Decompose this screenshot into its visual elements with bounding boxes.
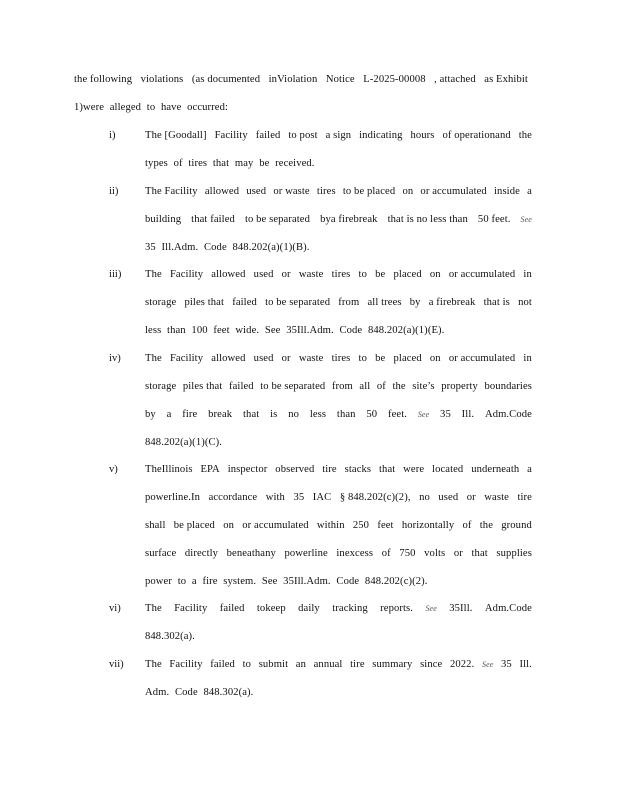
word: the: [392, 381, 406, 392]
word: , attached: [434, 74, 476, 85]
word: tires: [316, 186, 336, 197]
word: The: [145, 269, 162, 280]
word: by: [145, 409, 156, 420]
citation-signal: See: [481, 660, 494, 669]
violation-number: i): [109, 130, 116, 141]
word: on: [223, 520, 235, 531]
word: Facility: [169, 269, 204, 280]
violation-number: v): [109, 464, 118, 475]
word: since: [420, 659, 443, 670]
violation-number: iii): [109, 269, 122, 280]
word: of operationand: [442, 130, 511, 141]
word: building: [145, 214, 182, 225]
word: allowed: [211, 269, 246, 280]
word: used: [253, 269, 274, 280]
word: 250: [352, 520, 370, 531]
citation-signal: See: [425, 604, 437, 613]
word: Facility: [214, 130, 248, 141]
word: Ill.: [461, 409, 475, 420]
violation-line: [145, 658, 532, 672]
word: than: [336, 409, 356, 420]
word: from: [338, 297, 360, 308]
word: Ill.: [519, 659, 532, 670]
word: placed: [393, 353, 422, 364]
word: allowed: [211, 353, 246, 364]
word: failed: [228, 381, 254, 392]
word: a: [527, 186, 532, 197]
word: that is no less than: [387, 214, 468, 225]
word: by: [409, 297, 421, 308]
word: or: [466, 492, 476, 503]
word: inspector: [227, 464, 268, 475]
violation-number: ii): [109, 186, 119, 197]
word: tire: [517, 492, 532, 503]
word: Facility: [169, 353, 204, 364]
word: inexcess: [336, 548, 374, 559]
word: failed: [219, 603, 245, 614]
word: The: [145, 603, 162, 614]
word: shall: [145, 520, 166, 531]
violation-line: 35 Ill.Adm. Code 848.202(a)(1)(B).: [145, 242, 310, 253]
word: not: [518, 297, 532, 308]
word: all trees: [367, 297, 402, 308]
word: the: [479, 520, 494, 531]
violation-number: vii): [109, 659, 124, 670]
word: waste: [484, 492, 509, 503]
word: no: [419, 492, 430, 503]
word: no: [288, 409, 299, 420]
word: inside: [494, 186, 520, 197]
violation-line: less than 100 feet wide. See 35Ill.Adm. Code 848.202(a)(1)(E).: [145, 325, 445, 336]
word: 750: [399, 548, 416, 559]
word: used: [253, 353, 274, 364]
word: were: [403, 464, 425, 475]
word: Facility: [169, 659, 203, 670]
violation-line: [145, 602, 532, 616]
word: accordance: [208, 492, 258, 503]
word: supplies: [496, 548, 532, 559]
word: to be separated: [260, 381, 326, 392]
word: in: [523, 269, 532, 280]
word: waste: [298, 353, 324, 364]
word: the following: [74, 74, 133, 85]
word: a: [527, 464, 532, 475]
violation-line: [145, 296, 532, 310]
word: allowed: [204, 186, 240, 197]
word: tires: [331, 269, 351, 280]
word: less: [309, 409, 327, 420]
word: 2022.: [449, 659, 475, 670]
word: that: [471, 548, 488, 559]
word: failed: [232, 297, 257, 308]
word: summary: [372, 659, 413, 670]
word: the: [518, 130, 532, 141]
word: to post: [288, 130, 318, 141]
violation-line: [145, 213, 532, 227]
word: located: [432, 464, 464, 475]
word: directly: [184, 548, 219, 559]
word: be: [375, 269, 386, 280]
word: property: [441, 381, 478, 392]
word: used: [438, 492, 459, 503]
word: powerline.In: [145, 492, 201, 503]
intro-line-2: 1)were alleged to have occurred:: [74, 102, 229, 113]
word: TheIllinois: [145, 464, 193, 475]
word: a: [166, 409, 172, 420]
violation-line: [145, 463, 532, 477]
word: is: [270, 409, 278, 420]
word: be placed: [173, 520, 215, 531]
violation-line: types of tires that may be received.: [145, 158, 315, 169]
word: feet.: [387, 409, 408, 420]
word: observed: [275, 464, 315, 475]
word: failed: [210, 659, 235, 670]
violation-number: vi): [109, 603, 121, 614]
word: tokeep: [256, 603, 286, 614]
word: The Facility: [145, 186, 198, 197]
word: on: [429, 269, 441, 280]
word: or waste: [273, 186, 310, 197]
word: used: [246, 186, 267, 197]
word: fire: [182, 409, 198, 420]
word: to be placed: [342, 186, 396, 197]
word: or accumulated: [420, 186, 487, 197]
word: tires: [331, 353, 351, 364]
word: a sign: [325, 130, 352, 141]
word: 50 feet.: [477, 214, 511, 225]
word: or accumulated: [242, 520, 309, 531]
word: indicating: [359, 130, 403, 141]
word: on: [402, 186, 414, 197]
word: boundaries: [484, 381, 532, 392]
word: of: [381, 548, 391, 559]
word: annual: [313, 659, 343, 670]
word: storage: [145, 381, 177, 392]
word: powerline: [284, 548, 328, 559]
word: to: [358, 269, 367, 280]
violation-line: [145, 352, 532, 366]
word: tracking: [332, 603, 368, 614]
word: placed: [393, 269, 422, 280]
word: in: [523, 353, 532, 364]
word: reports.: [380, 603, 414, 614]
violation-line: [145, 408, 532, 422]
word: that: [379, 464, 396, 475]
word: piles that: [184, 297, 225, 308]
word: Notice: [325, 74, 355, 85]
word: break: [208, 409, 233, 420]
violation-number: iv): [109, 353, 121, 364]
word: waste: [298, 269, 324, 280]
word: § 848.202(c)(2),: [339, 492, 411, 503]
violation-line: [145, 380, 532, 394]
word: The: [145, 353, 162, 364]
word: Adm.Code: [484, 409, 532, 420]
word: hours: [410, 130, 435, 141]
word: stacks: [344, 464, 372, 475]
word: violations: [140, 74, 184, 85]
word: or: [281, 353, 291, 364]
violation-line: [145, 268, 532, 282]
word: volts: [424, 548, 446, 559]
word: 35Ill.: [449, 603, 473, 614]
word: submit: [258, 659, 289, 670]
violation-line: [145, 491, 532, 505]
word: Facility: [174, 603, 208, 614]
word: or accumulated: [448, 353, 516, 364]
word: to be separated: [265, 297, 331, 308]
word: on: [429, 353, 441, 364]
violation-line: power to a fire system. See 35Ill.Adm. Code 848.202(c)(2).: [145, 576, 428, 587]
word: 35: [293, 492, 305, 503]
word: or: [453, 548, 463, 559]
word: tire: [350, 659, 365, 670]
word: tire: [322, 464, 337, 475]
word: a firebreak: [428, 297, 476, 308]
word: or: [281, 269, 291, 280]
word: bya firebreak: [320, 214, 378, 225]
word: L-2025-00008: [363, 74, 426, 85]
word: The: [145, 659, 162, 670]
word: EPA: [200, 464, 220, 475]
word: all: [359, 381, 371, 392]
word: piles that: [182, 381, 223, 392]
word: that is: [483, 297, 510, 308]
word: horizontally: [401, 520, 455, 531]
word: as Exhibit: [484, 74, 528, 85]
violation-line: 848.202(a)(1)(C).: [145, 437, 223, 448]
violation-line: 848.302(a).: [145, 631, 195, 642]
intro-line-1: [74, 73, 528, 87]
word: within: [316, 520, 345, 531]
word: failed: [255, 130, 281, 141]
citation-signal: See: [520, 215, 532, 224]
violation-line: [145, 129, 532, 143]
word: to be separated: [244, 214, 311, 225]
word: of: [376, 381, 386, 392]
word: be: [375, 353, 386, 364]
word: (as documented: [191, 74, 261, 85]
word: to: [242, 659, 252, 670]
word: IAC: [312, 492, 332, 503]
citation-signal: See: [417, 410, 430, 419]
word: underneath: [471, 464, 520, 475]
word: The [Goodall]: [145, 130, 207, 141]
word: that failed: [191, 214, 235, 225]
word: storage: [145, 297, 177, 308]
word: feet: [377, 520, 394, 531]
word: inViolation: [268, 74, 318, 85]
word: site’s: [412, 381, 435, 392]
violation-line: Adm. Code 848.302(a).: [145, 687, 254, 698]
word: daily: [298, 603, 320, 614]
word: that: [243, 409, 260, 420]
word: beneathany: [226, 548, 276, 559]
word: of: [462, 520, 472, 531]
word: or accumulated: [448, 269, 516, 280]
word: to: [358, 353, 367, 364]
word: Adm.Code: [484, 603, 532, 614]
word: ground: [501, 520, 532, 531]
word: 50: [366, 409, 378, 420]
violation-line: [145, 547, 532, 561]
violation-line: [145, 185, 532, 199]
word: from: [331, 381, 353, 392]
word: 35: [440, 409, 451, 420]
word: surface: [145, 548, 177, 559]
word: an: [295, 659, 306, 670]
word: 35: [501, 659, 512, 670]
word: with: [265, 492, 285, 503]
violation-line: [145, 519, 532, 533]
